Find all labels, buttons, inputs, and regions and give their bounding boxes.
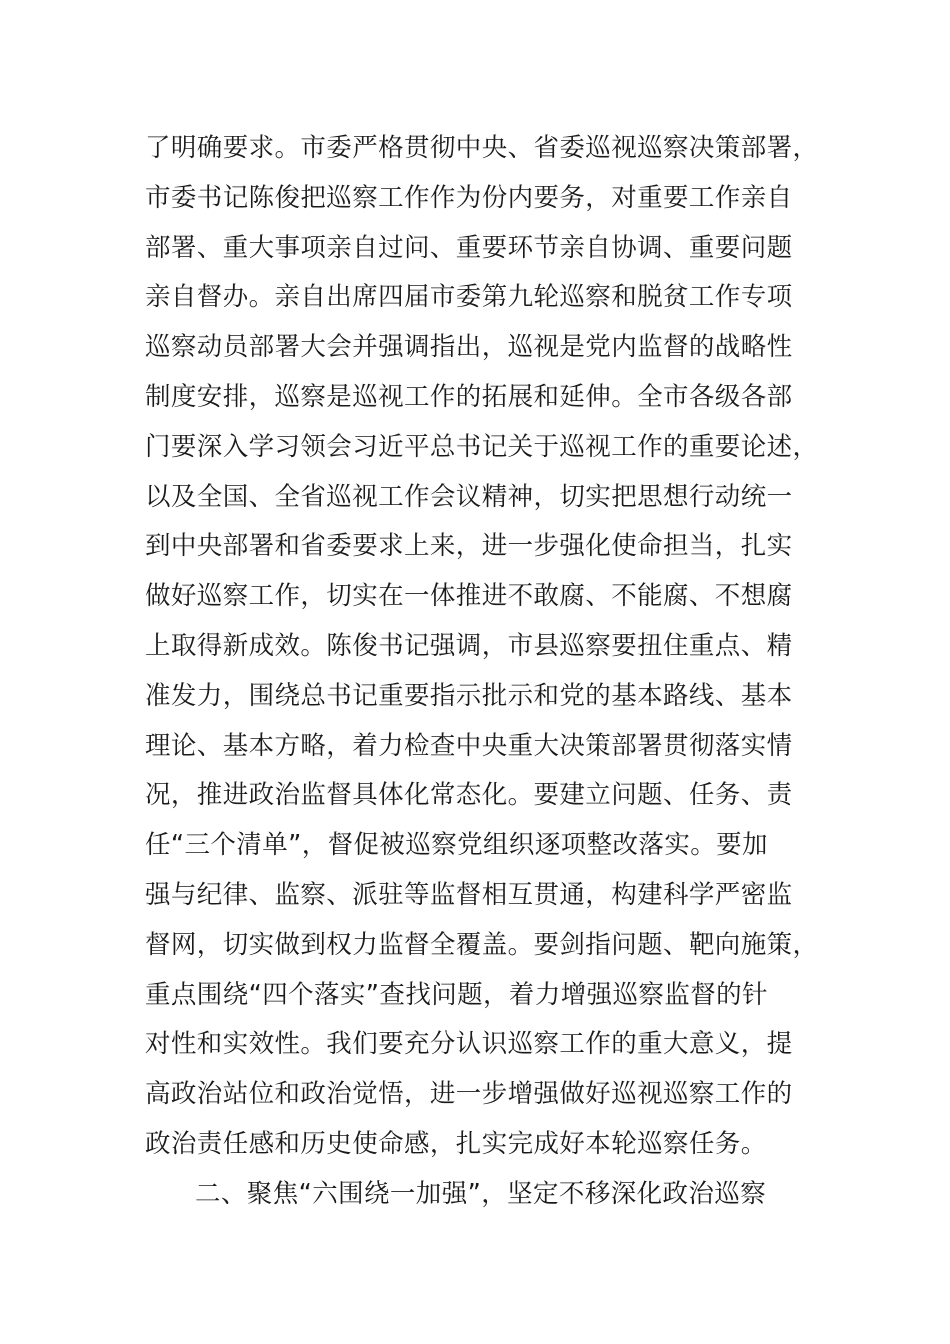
text-line: 市委书记陈俊把巡察工作作为份内要务，对重要工作亲自 [145,182,793,213]
text-line: 亲自督办。亲自出席四届市委第九轮巡察和脱贫工作专项 [145,282,793,313]
text-line: 制度安排，巡察是巡视工作的拓展和延伸。全市各级各部 [145,381,793,412]
text-line: 上取得新成效。陈俊书记强调，市县巡察要扭住重点、精 [145,630,793,661]
text-line: 以及全国、全省巡视工作会议精神，切实把思想行动统一 [145,481,793,512]
text-line: 督网，切实做到权力监督全覆盖。要剑指问题、靶向施策， [145,929,819,960]
text-line: 重点围绕“四个落实”查找问题，着力增强巡察监督的针 [145,979,768,1010]
text-line: 政治责任感和历史使命感，扎实完成好本轮巡察任务。 [145,1128,767,1159]
text-line: 部署、重大事项亲自过问、重要环节亲自协调、重要问题 [145,232,793,263]
text-line: 任“三个清单”，督促被巡察党组织逐项整改落实。要加 [145,830,768,861]
section-heading: 二、聚焦“六围绕一加强”，坚定不移深化政治巡察 [195,1178,767,1209]
text-line: 准发力，围绕总书记重要指示批示和党的基本路线、基本 [145,680,793,711]
text-line: 强与纪律、监察、派驻等监督相互贯通，构建科学严密监 [145,879,793,910]
text-line: 门要深入学习领会习近平总书记关于巡视工作的重要论述， [145,431,819,462]
text-line: 高政治站位和政治觉悟，进一步增强做好巡视巡察工作的 [145,1079,793,1110]
text-line: 巡察动员部署大会并强调指出，巡视是党内监督的战略性 [145,332,793,363]
text-line: 对性和实效性。我们要充分认识巡察工作的重大意义，提 [145,1029,793,1060]
text-line: 况，推进政治监督具体化常态化。要建立问题、任务、责 [145,780,793,811]
text-line: 到中央部署和省委要求上来，进一步强化使命担当，扎实 [145,531,793,562]
text-line: 理论、基本方略，着力检查中央重大决策部署贯彻落实情 [145,730,793,761]
text-line: 做好巡察工作，切实在一体推进不敢腐、不能腐、不想腐 [145,581,793,612]
body-text [145,124,819,1220]
text-line: 了明确要求。市委严格贯彻中央、省委巡视巡察决策部署， [145,133,819,163]
